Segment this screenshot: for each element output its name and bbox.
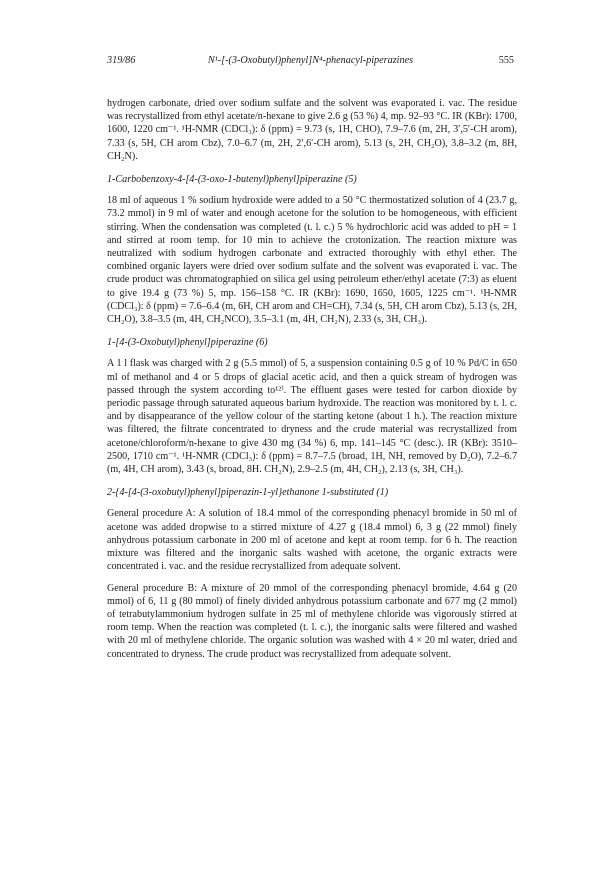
paragraph-compound-6: A 1 l flask was charged with 2 g (5.5 mmol) of 5, a suspension containing 0.5 g of 10 % Pd/C in 650 ml of methanol and 4 or 5 drops of glacial acetic acid, and then a quick stream of hydrogen was passed through the system according to¹²⁾. The effluent gases were tested for carbon dioxide by periodic passage through saturated aqueous barium hydroxide. The reaction was monitored by t. l. c. and by disappearance of the yellow colour of the starting ketone (about 1 h.). The reaction mixture was filtered, the filtrate concentrated to dryness and the crude material was recrystallized from acetone/chloroform/n-hexane to give 430 mg (34 %) 6, mp. 141–145 °C (desc.). IR (KBr): 3510–2500, 1710 cm⁻¹. ¹H-NMR (CDCl₃): δ (ppm) = 8.7–7.5 (broad, 1H, NH, removed by D₂O), 7.2–6.7 (m, 4H, CH arom), 3.43 (s, broad, 8H. CH₂N), 2.9–2.5 (m, 4H, CH₂), 2.13 (s, 3H, CH₃). [107,358,517,476]
journal-reference: 319/86 [107,55,136,66]
paragraph-procedure-a: General procedure A: A solution of 18.4 mmol of the corresponding phenacyl bromide in 50 ml of acetone was added dropwise to a stirred mixture of 4.27 g (18.4 mmol) 6, 3 g (22 mmol) finely anhydrous potassium carbonate in 200 ml of acetone and kept at room temp. for 6 h. The reaction mixture was filtered and the inorganic salts washed with acetone, the organic extracts were concentrated i. vac. and the residue recrystallized from adequate solvent. [107,508,517,573]
page-number: 555 [498,55,514,66]
paragraph-continued: hydrogen carbonate, dried over sodium sulfate and the solvent was evaporated i. vac. The residue was recrystallized from ethyl acetate/n-hexane to give 2.6 g (53 %) 4, mp. 92–93 °C. IR (KBr): 1700, 1600, 1220 cm⁻¹. ¹H-NMR (CDCl₃): δ (ppm) = 9.73 (s, 1H, CHO), 7.9–7.6 (m, 2H, 3′,5′-CH arom), 7.33 (s, 5H, CH arom Cbz), 7.0–6.7 (m, 2H, 2′,6′-CH arom), 5.13 (s, 2H, CH₂O), 3.8–3.2 (m, 8H, CH₂N). [107,98,517,162]
section-heading-compound-6: 1-[4-(3-Oxobutyl)phenyl]piperazine (6) [107,337,268,349]
running-header [107,55,514,69]
section-heading-compound-1: 2-{4-[4-(3-oxobutyl)phenyl]piperazin-1-yl}ethanone 1-substituted (1) [107,487,389,499]
running-title: N¹-[-(3-Oxobutyl)phenyl]N⁴-phenacyl-piperazines [207,55,414,66]
paragraph-compound-5: 18 ml of aqueous 1 % sodium hydroxide were added to a 50 °C thermostatized solution of 4 (23.7 g, 73.2 mmol) in 9 ml of water and enough acetone for the solution to be homogeneous, with efficient stirring. When the condensation was completed (t. l. c.) 5 % hydrochloric acid was added to pH = 1 and stirred at room temp. for 10 min to achieve the crotonization. The reaction mixture was neutralized with sodium hydrogen carbonate and extracted thoroughly with ethyl ether. The combined organic layers were dried over sodium sulfate and the solvent was evaporated i. vac. The crude product was chromatographied on silica gel using petroleum ether/ethyl acetate (7:3) as eluent to give 19.4 g (73 %) 5, mp. 156–158 °C. IR (KBr): 1690, 1650, 1605, 1225 cm⁻¹. ¹H-NMR (CDCl₃): δ (ppm) = 7.6–6.4 (m, 6H, CH arom and CH=CH), 7.34 (s, 5H, CH arom Cbz), 5.13 (s, 2H, CH₂O), 3.8–3.5 (m, 4H, CH₂NCO), 3.5–3.1 (m, 4H, CH₂N), 2.33 (s, 3H, CH₃). [107,195,517,326]
paragraph-procedure-b: General procedure B: A mixture of 20 mmol of the corresponding phenacyl bromide, 4.64 g (20 mmol) of 6, 11 g (80 mmol) of finely divided anhydrous potassium carbonate and 677 mg (2 mmol) of tetrabutylammonium hydrogen sulfate in 25 ml of methylene chloride was vigorously stirred at room temp. When the reaction was completed (t. l. c.), the inorganic salts were filtered and washed with 20 ml of methylene chloride. The organic solution was washed with 4 × 20 ml water, dried and concentrated to dryness. The crude product was recrystallized from adequate solvent. [107,582,517,660]
section-heading-compound-5: 1-Carbobenzoxy-4-[4-(3-oxo-1-butenyl)phenyl]piperazine (5) [107,174,357,186]
body-text [107,97,517,661]
